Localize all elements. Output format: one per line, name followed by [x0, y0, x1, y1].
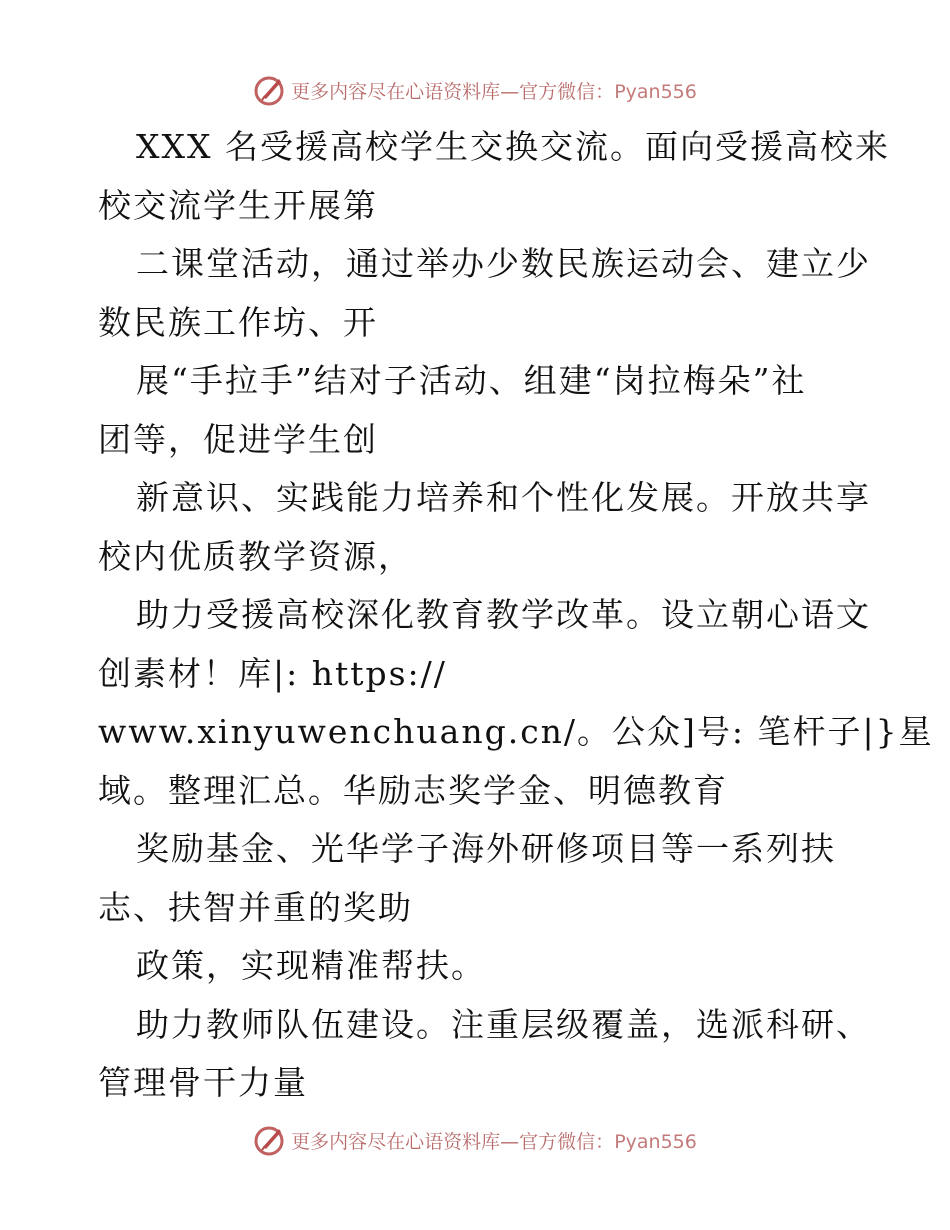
body-line: 校内优质教学资源，	[98, 536, 413, 576]
body-line: 展“手拉手”结对子活动、组建“岗拉梅朵”社	[136, 361, 807, 400]
header-banner-text	[291, 77, 697, 104]
header-wechat-label: 官方微信：	[519, 80, 615, 103]
body-line: 数民族工作坊、开	[98, 302, 378, 342]
body-line: www.xinyuwenchuang.cn/。公众]号: 笔杆子|}星	[98, 712, 934, 751]
footer-wechat-id: Pyan556	[614, 1130, 697, 1153]
document-body	[98, 118, 934, 1113]
header-slogan: 更多内容尽在心语资料库	[291, 80, 501, 103]
body-line: 域。整理汇总。华励志奖学金、明德教育	[98, 770, 728, 810]
body-line: 政策，实现精准帮扶。	[136, 946, 486, 985]
quill-logo-icon	[253, 1123, 287, 1157]
footer-watermark-banner	[0, 1120, 950, 1160]
body-line: 助力受援高校深化教育教学改革。设立朝心语文	[136, 595, 871, 634]
header-dash: —	[500, 80, 520, 103]
body-line: 校交流学生开展第	[98, 185, 378, 225]
footer-banner-text	[291, 1127, 697, 1154]
body-line: 奖励基金、光华学子海外研修项目等一系列扶	[136, 829, 836, 868]
body-line: 志、扶智并重的奖助	[98, 887, 413, 927]
body-line: 二课堂活动，通过举办少数民族运动会、建立少	[136, 244, 871, 283]
footer-wechat-label: 官方微信：	[519, 1130, 615, 1153]
footer-dash: —	[500, 1130, 520, 1153]
body-line: XXX 名受援高校学生交换交流。面向受援高校来	[136, 127, 890, 166]
header-wechat-id: Pyan556	[614, 80, 697, 103]
footer-slogan: 更多内容尽在心语资料库	[291, 1130, 501, 1153]
body-line: 团等，促进学生创	[98, 419, 378, 459]
header-watermark-banner	[0, 70, 950, 110]
body-line: 管理骨干力量	[98, 1063, 308, 1102]
quill-logo-icon	[253, 73, 287, 107]
body-line: 助力教师队伍建设。注重层级覆盖，选派科研、	[136, 1004, 871, 1044]
body-line: 创素材！库|: https://	[98, 653, 447, 693]
body-line: 新意识、实践能力培养和个性化发展。开放共享	[136, 478, 871, 517]
